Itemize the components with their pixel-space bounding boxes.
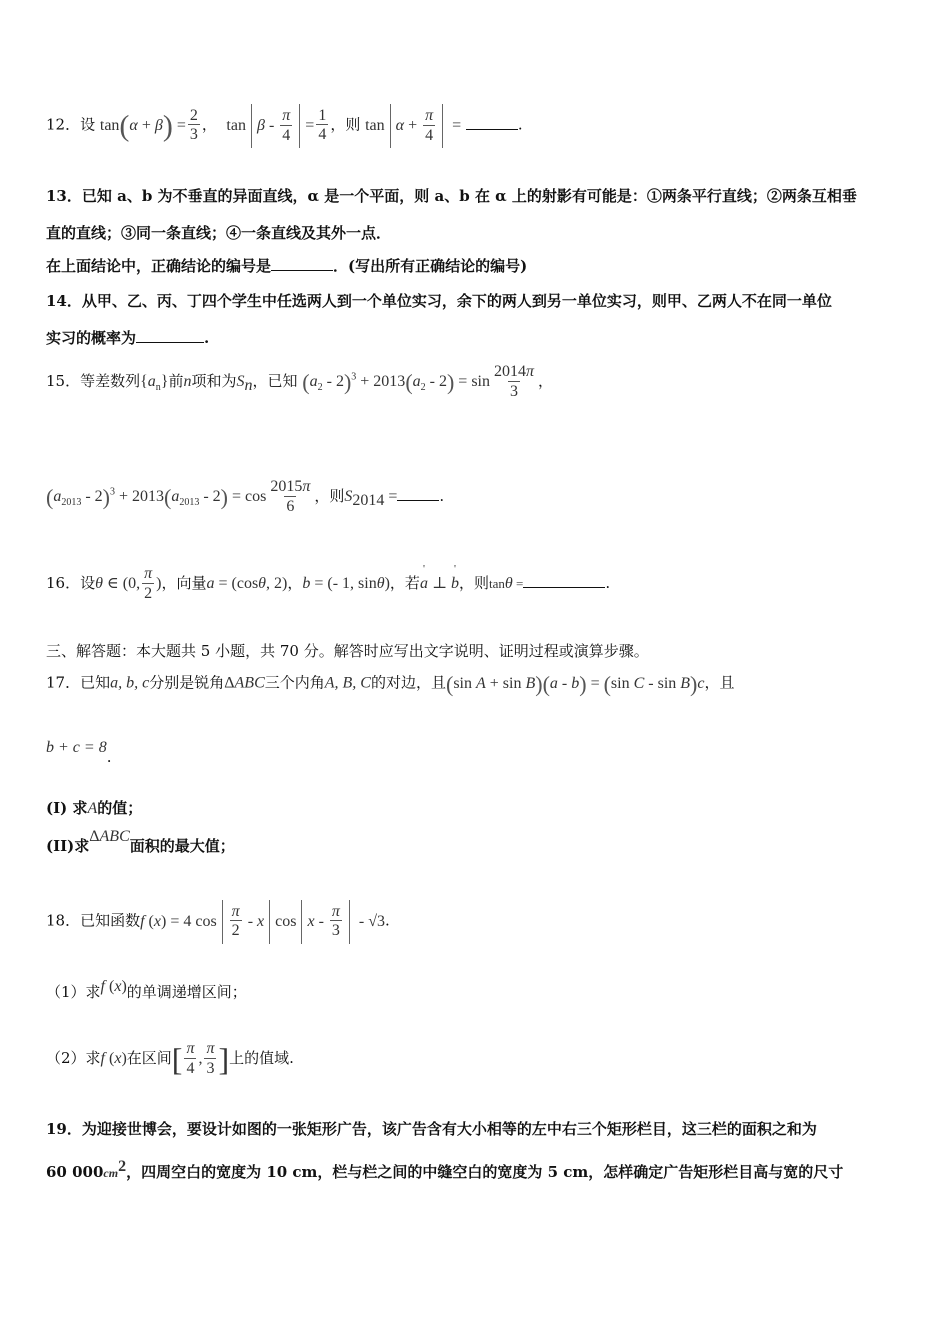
- question-15-line-1: 15．等差数列$\{a_n\}$前n项和为$S_n$，已知 $(a_2 - 2)^3 + 2013(a_2 - 2) = \sin$ $\frac{2014\pi}{3}$ ，: [46, 363, 554, 400]
- question-17-part-1: (I) 求A的值；: [46, 799, 143, 817]
- answer-blank-13[interactable]: [271, 269, 333, 271]
- question-14-line-2: 实习的概率为 .: [46, 329, 210, 347]
- answer-blank-15[interactable]: [397, 499, 439, 501]
- answer-blank-14[interactable]: [136, 341, 204, 343]
- question-13-line-3: 在上面结论中，正确结论的编号是 ．(写出所有正确结论的编号): [46, 257, 528, 275]
- question-13-line-2: 直的直线；③同一条直线；④一条直线及其外一点．: [46, 224, 392, 242]
- question-12: 12．设 tan(α + β) = $\frac{2}{3}$ ， tan β - $\frac{\pi}{4}$ = $\frac{1}{4}$ ，则 tan α + $\frac{\pi}{4}$ = .: [46, 104, 523, 148]
- section-heading: 三、解答题：本大题共 5 小题，共 70 分。解答时应写出文字说明、证明过程或演算步骤。: [46, 642, 649, 660]
- question-14-line-1: 14．从甲、乙、丙、丁四个学生中任选两人到一个单位实习，余下的两人到另一单位实习，则甲、乙两人不在同一单位: [46, 292, 832, 310]
- q18-formula: f (x) = 4 cos: [140, 913, 228, 930]
- question-18: 18．已知函数f (x) = 4 cos $\frac{\pi}{2}$ - x cos x - $\frac{\pi}{3}$ - √3.: [46, 900, 390, 944]
- answer-blank-12[interactable]: [466, 128, 518, 130]
- answer-blank-16[interactable]: [523, 586, 605, 588]
- question-17-line-2: b + c = 8.: [46, 739, 112, 766]
- question-19-line-2: 60 $000cm^2$，四周空白的宽度为 10 cm，栏与栏之间的中缝空白的宽度为 5 cm，怎样确定广告矩形栏目高与宽的尺寸: [46, 1158, 844, 1181]
- question-16: 16．设θ ∈ (0, $\frac{\pi}{2}$ )，向量a = (cosθ, 2)，b = (- 1, sinθ)，若' a ⊥ ' b，则tanθ = .: [46, 565, 610, 603]
- question-15-line-2: $(a_{2013} - 2)^3 + 2013(a_{2013} - 2) = \cos$ $\frac{2015\pi}{6}$ ，则$S_{2014}$ = .: [46, 478, 445, 515]
- q15-formula-2: $(a_{2013} - 2)^3 + 2013(a_{2013} - 2) = \cos$: [46, 484, 267, 510]
- q15-formula-1: $(a_2 - 2)^3 + 2013(a_2 - 2) = \sin$: [302, 369, 490, 395]
- question-18-part-2: （2）求f (x)在区间[ $\frac{\pi}{4}$ , $\frac{\pi}{3}$ ]上的值域.: [46, 1040, 294, 1077]
- question-13-line-1: 13．已知 a、b 为不垂直的异面直线，α 是一个平面，则 a、b 在 α 上的射影有可能是：①两条平行直线；②两条互相垂: [46, 187, 857, 205]
- question-19-line-1: 19．为迎接世博会，要设计如图的一张矩形广告，该广告含有大小相等的左中右三个矩形栏目，这三栏的面积之和为: [46, 1120, 817, 1138]
- question-17-line-1: 17．已知a, b, c分别是锐角ΔABC三个内角A, B, C的对边，且(sin A + sin B)(a - b) = (sin C - sin B)c，且: [46, 671, 735, 696]
- question-18-part-1: （1）求f (x)的单调递增区间；: [46, 978, 247, 1001]
- q12-formula-3: tan α + $\frac{\pi}{4}$ =: [365, 117, 461, 134]
- question-17-part-2: (II)求ΔABC面积的最大值；: [46, 828, 235, 855]
- q12-formula-1: tan(α + β) =: [99, 109, 186, 142]
- q12-formula-2: tan β - $\frac{\pi}{4}$ =: [226, 117, 314, 134]
